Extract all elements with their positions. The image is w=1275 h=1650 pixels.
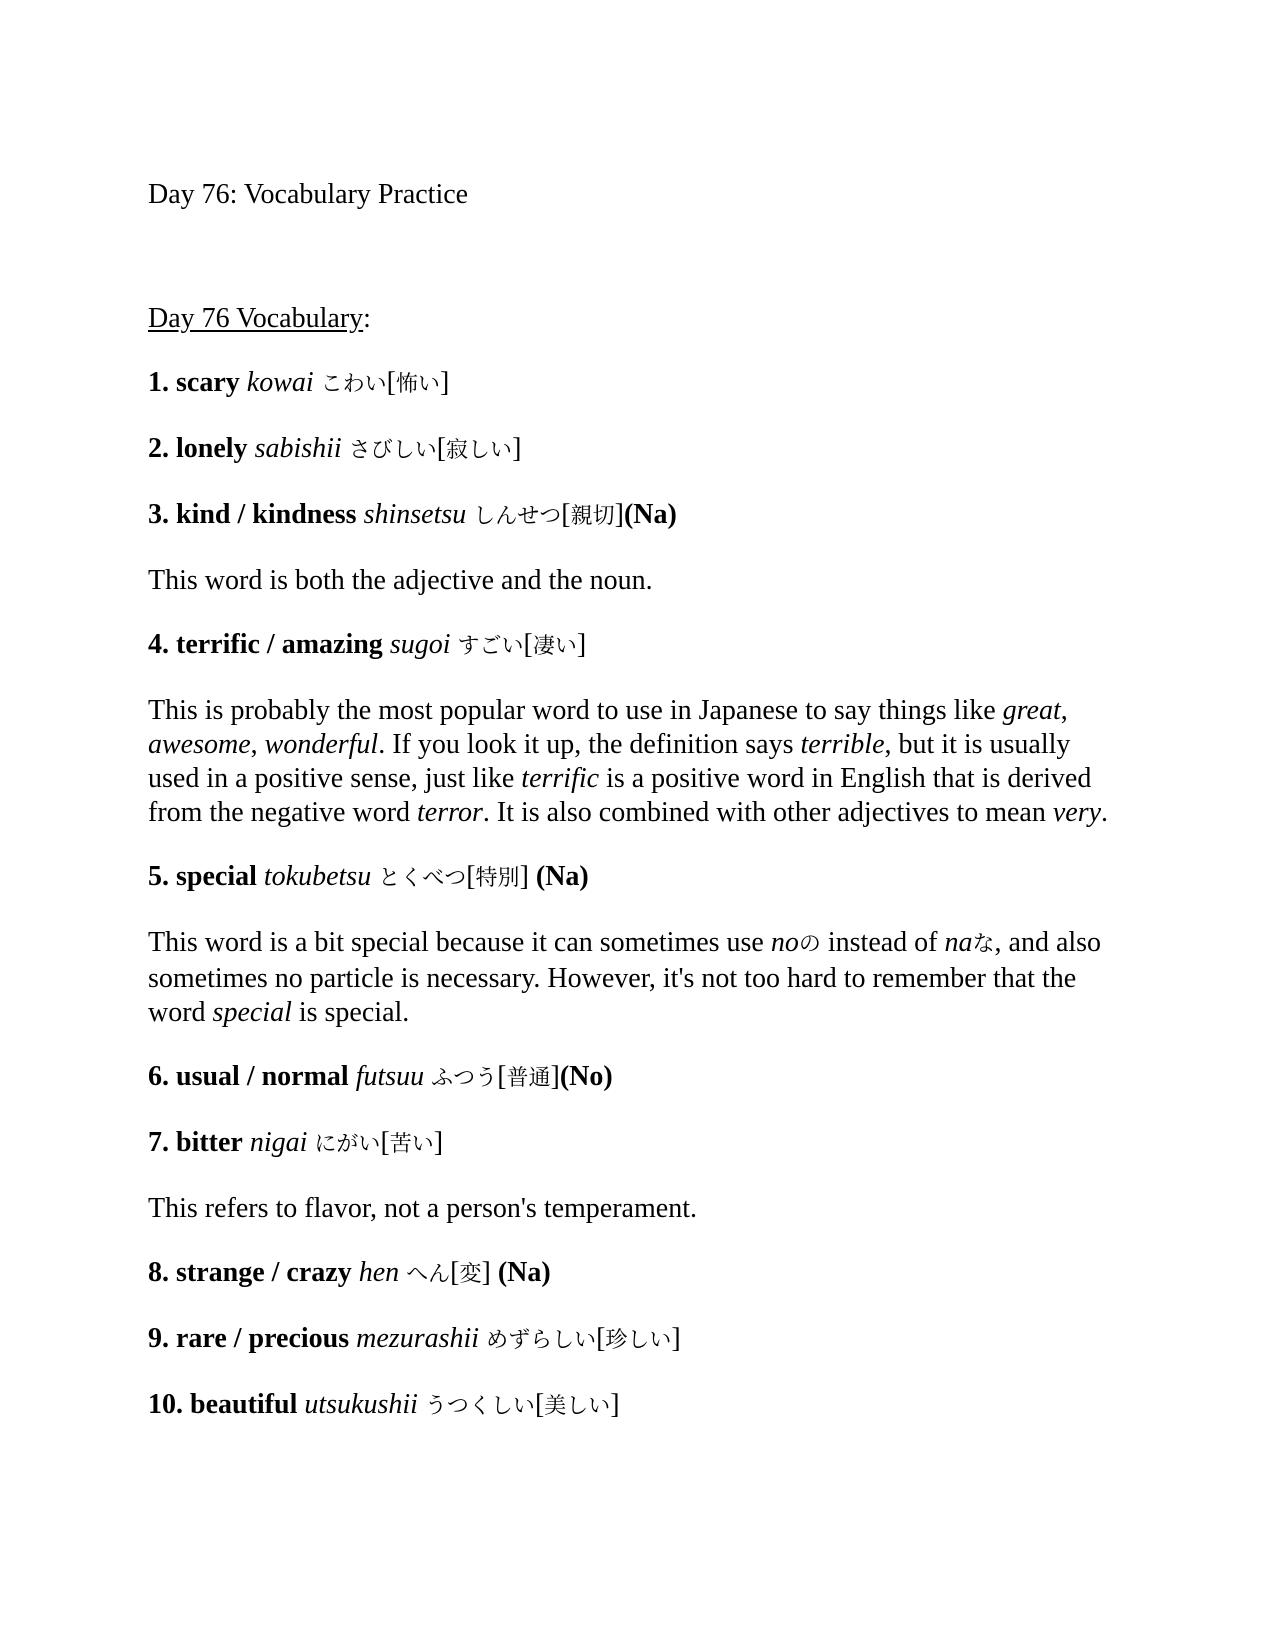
note-text: instead of <box>820 927 945 958</box>
entry-tag: (No) <box>559 1061 613 1092</box>
entry-number: 3. <box>148 499 169 530</box>
entry-romaji: nigai <box>249 1127 308 1158</box>
document-page <box>148 178 1128 1424</box>
note-text: This is probably the most popular word to use in Japanese to say things like <box>148 695 1003 726</box>
entry-english: lonely <box>176 433 248 464</box>
entry-romaji: tokubetsu <box>263 861 372 892</box>
entry-kanji: 美しい <box>544 1394 611 1419</box>
entry-kanji: 特別 <box>475 866 520 891</box>
note-emphasis: very <box>1052 797 1102 828</box>
entry-kanji: 珍しい <box>605 1328 672 1353</box>
vocab-entry-10: 10. beautiful utsukushii うつくしい[美しい] <box>148 1389 620 1420</box>
vocab-entry-8: 8. strange / crazy hen へん[変] (Na) <box>148 1257 551 1288</box>
note-text: is special. <box>291 997 410 1028</box>
entry-kanji: 凄い <box>532 634 577 659</box>
entry-note-4 <box>148 694 1128 830</box>
note-emphasis: wonderful <box>264 729 379 760</box>
note-emphasis: terrible <box>800 729 885 760</box>
entry-kana: ふつう <box>431 1066 498 1091</box>
vocab-entry-6: 6. usual / normal futsuu ふつう[普通](No) <box>148 1061 613 1092</box>
entry-english: bitter <box>176 1127 243 1158</box>
entry-english: terrific / amazing <box>176 629 383 660</box>
entry-number: 4. <box>148 629 169 660</box>
note-emphasis: no <box>770 927 799 958</box>
note-text: , but it is usually used in a positive sense, just like <box>148 729 1071 794</box>
vocab-entry-1: 1. scary kowai こわい[怖い] <box>148 367 450 398</box>
entry-english: scary <box>176 367 240 398</box>
entry-number: 6. <box>148 1061 169 1092</box>
entry-number: 5. <box>148 861 169 892</box>
entry-number: 2. <box>148 433 169 464</box>
entry-note-3: This word is both the adjective and the noun. <box>148 565 653 596</box>
entry-tag: (Na) <box>490 1257 551 1288</box>
note-japanese: の <box>798 932 821 957</box>
entry-english: usual / normal <box>176 1061 349 1092</box>
entry-number: 10. <box>148 1389 183 1420</box>
note-text: , <box>250 729 265 760</box>
entry-note-5 <box>148 926 1128 1030</box>
entry-kana: こわい <box>320 372 387 397</box>
entry-kanji: 苦い <box>389 1132 434 1157</box>
entry-number: 7. <box>148 1127 169 1158</box>
vocab-entry-5: 5. special tokubetsu とくべつ[特別] (Na) <box>148 861 589 892</box>
entry-kanji: 変 <box>459 1262 482 1287</box>
vocab-entry-4: 4. terrific / amazing sugoi すごい[凄い] <box>148 629 587 660</box>
entry-kana: うつくしい <box>424 1394 535 1419</box>
note-text: . It is also combined with other adjectives to mean <box>482 797 1053 828</box>
vocab-entry-3: 3. kind / kindness shinsetsu しんせつ[親切](Na) <box>148 499 677 530</box>
entry-number: 1. <box>148 367 169 398</box>
note-emphasis: terrific <box>521 763 600 794</box>
entry-english: special <box>176 861 257 892</box>
vocab-entry-2: 2. lonely sabishii さびしい[寂しい] <box>148 433 522 464</box>
entry-kana: とくべつ <box>378 866 467 891</box>
entry-romaji: shinsetsu <box>363 499 467 530</box>
entry-english: kind / kindness <box>176 499 357 530</box>
entry-english: rare / precious <box>176 1323 350 1354</box>
entry-kana: へん <box>406 1262 451 1287</box>
entry-romaji: kowai <box>246 367 314 398</box>
note-text: . If you look it up, the definition says <box>378 729 801 760</box>
section-heading-suffix: : <box>363 303 371 334</box>
entry-kanji: 親切 <box>570 504 615 529</box>
note-emphasis: great <box>1002 695 1061 726</box>
entry-kanji: 怖い <box>396 372 441 397</box>
entry-kana: さびしい <box>348 438 437 463</box>
note-text: , and also sometimes no particle is necessary. However, it's not too hard to remember that the word <box>148 927 1102 1028</box>
entry-romaji: hen <box>358 1257 400 1288</box>
entry-romaji: sabishii <box>254 433 342 464</box>
note-emphasis: awesome <box>148 729 251 760</box>
vocab-entry-7: 7. bitter nigai にがい[苦い] <box>148 1127 444 1158</box>
note-japanese: な <box>972 932 995 957</box>
entry-tag: (Na) <box>528 861 589 892</box>
entry-romaji: sugoi <box>389 629 451 660</box>
entry-kana: にがい <box>314 1132 381 1157</box>
note-emphasis: terror <box>417 797 483 828</box>
entry-tag: (Na) <box>623 499 677 530</box>
entry-kana: すごい <box>457 634 524 659</box>
entry-kana: めずらしい <box>486 1328 597 1353</box>
note-text: is a positive word in English that is derived from the negative word <box>148 763 1092 828</box>
note-text: . <box>1101 797 1109 828</box>
entry-number: 8. <box>148 1257 169 1288</box>
note-emphasis: na <box>944 927 973 958</box>
entry-kana: しんせつ <box>473 504 562 529</box>
entry-romaji: utsukushii <box>304 1389 418 1420</box>
entry-kanji: 寂しい <box>446 438 513 463</box>
section-heading-text: Day 76 Vocabulary <box>148 303 364 334</box>
section-heading <box>148 302 1128 336</box>
entry-romaji: futsuu <box>355 1061 425 1092</box>
entry-english: beautiful <box>190 1389 298 1420</box>
note-text: This word is a bit special because it can sometimes use <box>148 927 771 958</box>
note-emphasis: special <box>212 997 292 1028</box>
entry-number: 9. <box>148 1323 169 1354</box>
entry-kanji: 普通 <box>506 1066 551 1091</box>
entry-english: strange / crazy <box>176 1257 352 1288</box>
note-text: , <box>1060 695 1068 726</box>
entry-note-7: This refers to flavor, not a person's temperament. <box>148 1193 697 1224</box>
vocab-entry-9: 9. rare / precious mezurashii めずらしい[珍しい] <box>148 1323 681 1354</box>
entry-romaji: mezurashii <box>356 1323 480 1354</box>
page-title: Day 76: Vocabulary Practice <box>148 179 469 210</box>
